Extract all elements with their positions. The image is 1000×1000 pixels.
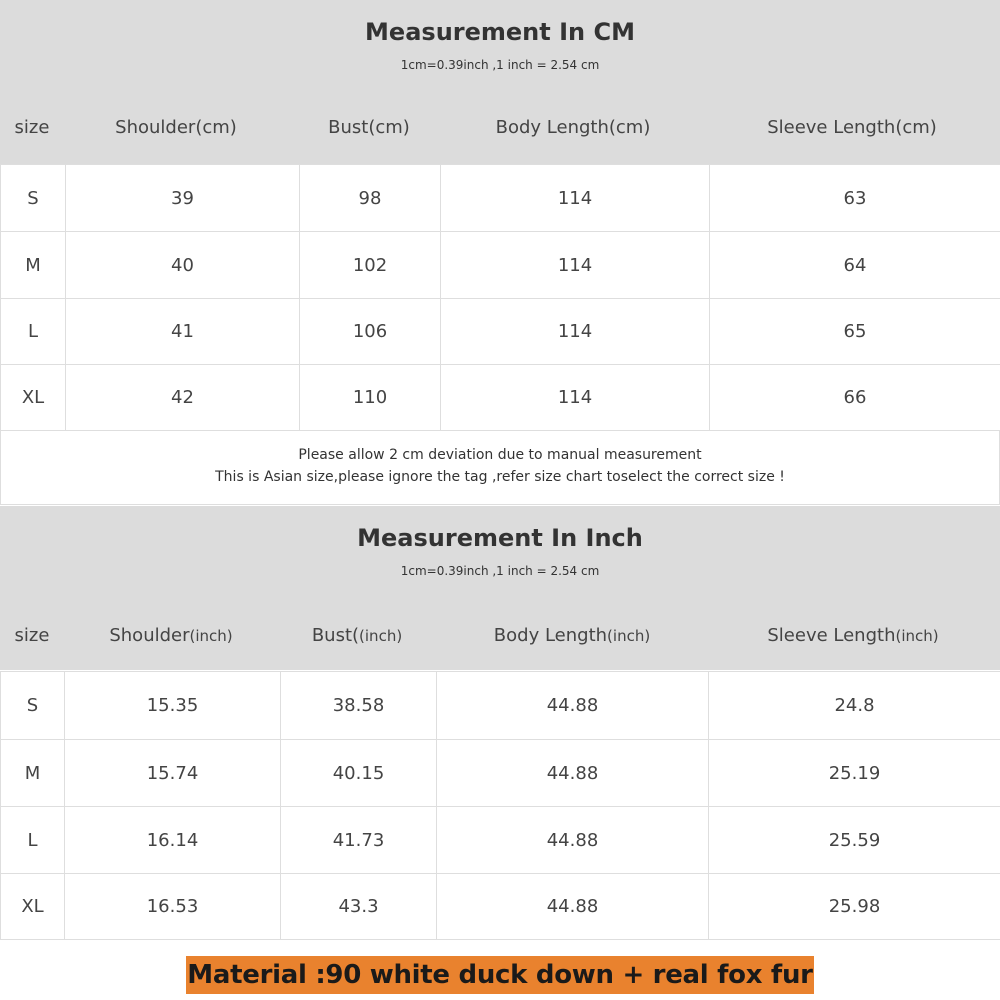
size-cell: M bbox=[1, 232, 66, 299]
sleeve-length-cell: 63 bbox=[710, 165, 1000, 232]
material-banner: Material :90 white duck down + real fox fur bbox=[186, 956, 814, 994]
shoulder-cell: 42 bbox=[66, 365, 300, 431]
inch-header-sleeve-length: Sleeve Length(inch) bbox=[767, 625, 939, 646]
bust-cell: 41.73 bbox=[281, 807, 437, 874]
body-length-cell: 44.88 bbox=[437, 874, 709, 940]
table-row bbox=[1, 232, 1000, 299]
bust-cell: 43.3 bbox=[281, 874, 437, 940]
inch-title: Measurement In Inch bbox=[357, 524, 643, 552]
deviation-note: Please allow 2 cm deviation due to manual measurement bbox=[298, 447, 702, 463]
bust-cell: 98 bbox=[300, 165, 441, 232]
size-cell: XL bbox=[1, 365, 66, 431]
sleeve-length-cell: 64 bbox=[710, 232, 1000, 299]
cm-conversion-note: 1cm=0.39inch ,1 inch = 2.54 cm bbox=[400, 58, 600, 72]
cm-header-body-length: Body Length(cm) bbox=[495, 117, 651, 138]
bust-cell: 38.58 bbox=[281, 672, 437, 740]
table-row bbox=[1, 299, 1000, 365]
shoulder-cell: 40 bbox=[66, 232, 300, 299]
inch-table bbox=[0, 671, 1000, 940]
shoulder-cell: 16.53 bbox=[65, 874, 281, 940]
shoulder-cell: 15.35 bbox=[65, 672, 281, 740]
cm-header-bust: Bust(cm) bbox=[328, 117, 410, 138]
shoulder-cell: 15.74 bbox=[65, 740, 281, 807]
sleeve-length-cell: 25.59 bbox=[709, 807, 1000, 874]
size-cell: L bbox=[1, 299, 66, 365]
table-row bbox=[1, 740, 1000, 807]
bust-cell: 40.15 bbox=[281, 740, 437, 807]
sleeve-length-cell: 24.8 bbox=[709, 672, 1000, 740]
size-cell: S bbox=[1, 165, 66, 232]
table-row bbox=[1, 807, 1000, 874]
inch-header-shoulder: Shoulder(inch) bbox=[109, 625, 233, 646]
shoulder-cell: 41 bbox=[66, 299, 300, 365]
table-row bbox=[1, 672, 1000, 740]
cm-header-size: size bbox=[14, 117, 50, 138]
bust-cell: 102 bbox=[300, 232, 441, 299]
size-cell: S bbox=[1, 672, 65, 740]
asian-size-note: This is Asian size,please ignore the tag ,refer size chart toselect the correct size ! bbox=[215, 469, 785, 485]
body-length-cell: 44.88 bbox=[437, 740, 709, 807]
shoulder-cell: 16.14 bbox=[65, 807, 281, 874]
body-length-cell: 44.88 bbox=[437, 807, 709, 874]
cm-title: Measurement In CM bbox=[365, 18, 635, 46]
cm-header-shoulder: Shoulder(cm) bbox=[115, 117, 237, 138]
cm-table bbox=[0, 164, 1000, 431]
inch-conversion-note: 1cm=0.39inch ,1 inch = 2.54 cm bbox=[400, 564, 600, 578]
bust-cell: 110 bbox=[300, 365, 441, 431]
sleeve-length-cell: 25.19 bbox=[709, 740, 1000, 807]
cm-header-sleeve-length: Sleeve Length(cm) bbox=[767, 117, 937, 138]
inch-header-bust: Bust((inch) bbox=[311, 625, 403, 646]
size-cell: L bbox=[1, 807, 65, 874]
sleeve-length-cell: 25.98 bbox=[709, 874, 1000, 940]
inch-header-body-length: Body Length(inch) bbox=[493, 625, 651, 646]
shoulder-cell: 39 bbox=[66, 165, 300, 232]
sleeve-length-cell: 66 bbox=[710, 365, 1000, 431]
table-row bbox=[1, 874, 1000, 940]
sleeve-length-cell: 65 bbox=[710, 299, 1000, 365]
body-length-cell: 114 bbox=[441, 165, 710, 232]
bust-cell: 106 bbox=[300, 299, 441, 365]
size-cell: XL bbox=[1, 874, 65, 940]
table-row bbox=[1, 365, 1000, 431]
size-cell: M bbox=[1, 740, 65, 807]
body-length-cell: 44.88 bbox=[437, 672, 709, 740]
body-length-cell: 114 bbox=[441, 365, 710, 431]
table-row bbox=[1, 165, 1000, 232]
body-length-cell: 114 bbox=[441, 232, 710, 299]
body-length-cell: 114 bbox=[441, 299, 710, 365]
inch-header-size: size bbox=[14, 625, 50, 646]
